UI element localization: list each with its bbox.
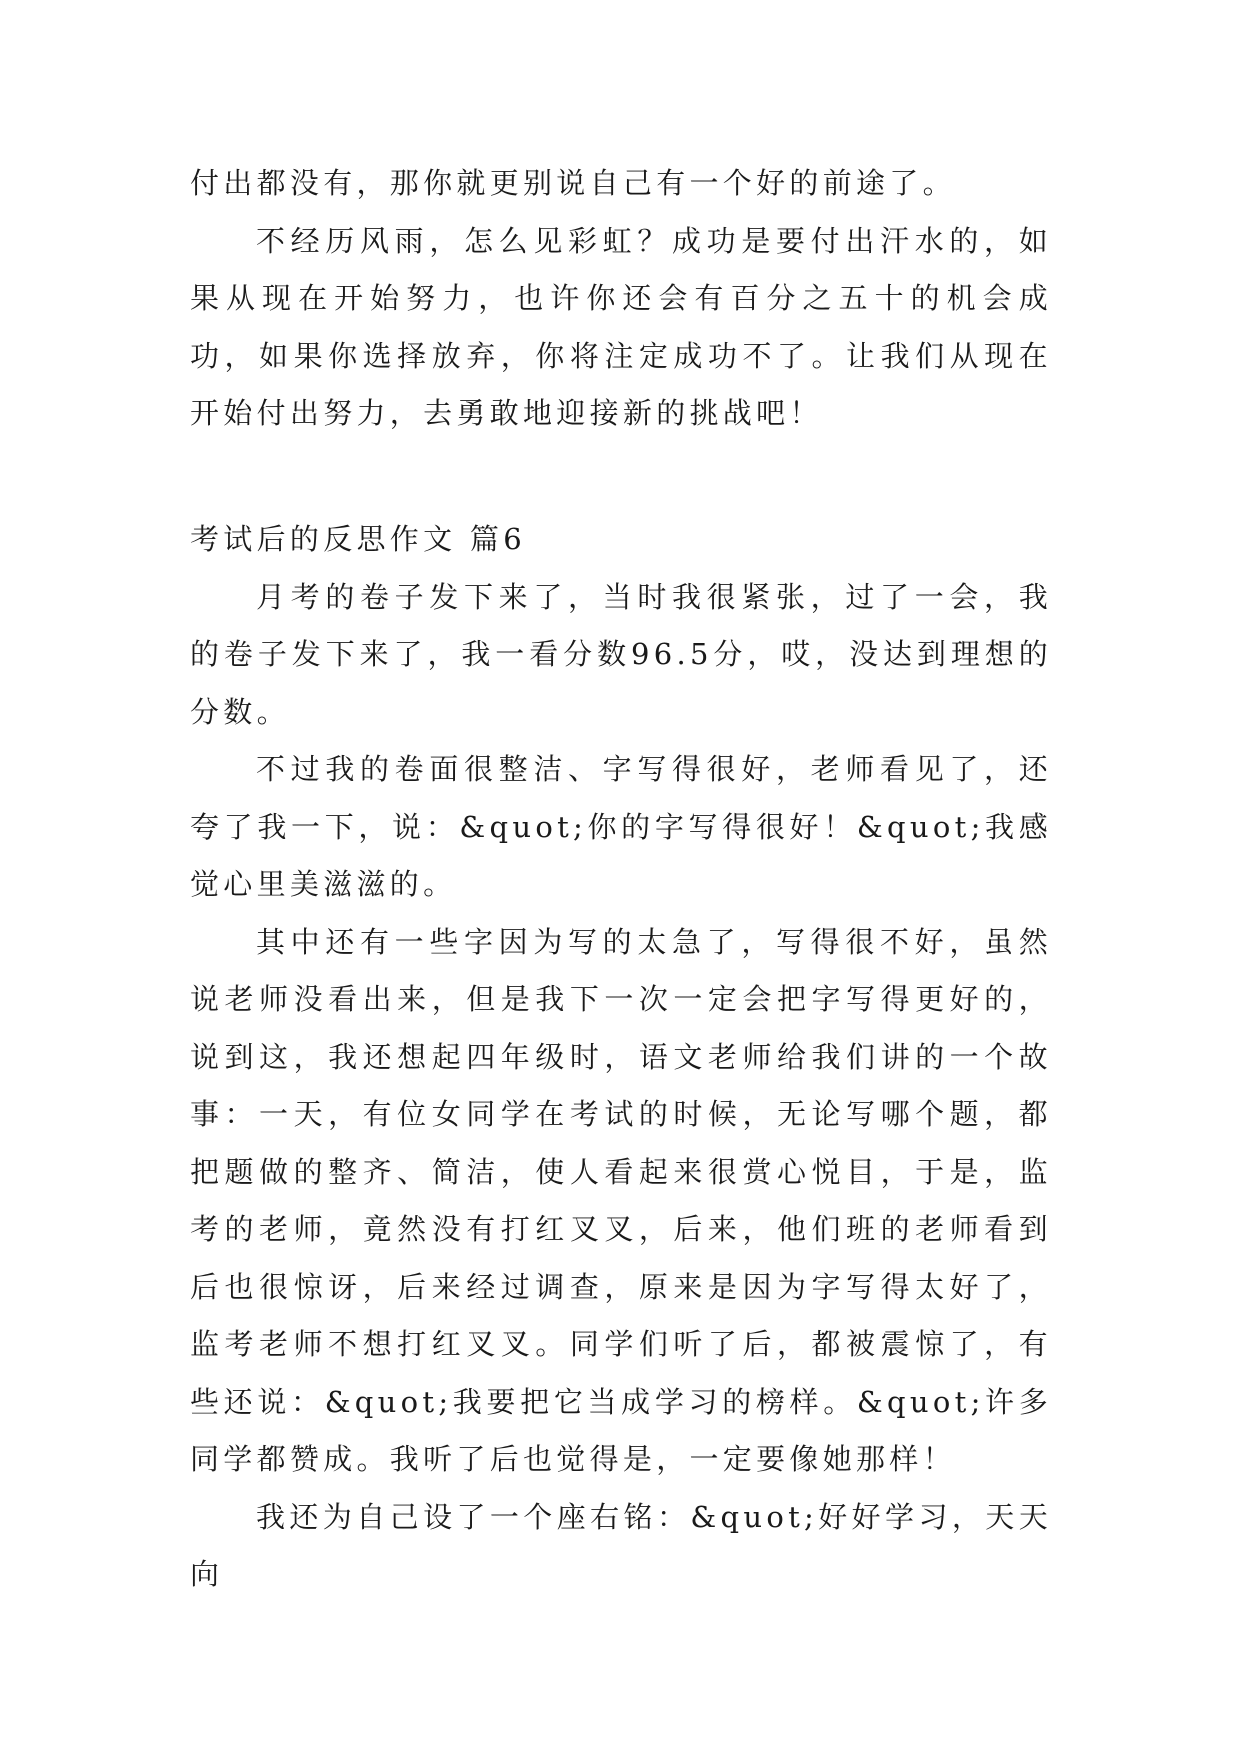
section-heading: 考试后的反思作文 篇6 [190, 522, 526, 556]
section-6 [190, 511, 1052, 1604]
top-section [190, 155, 1052, 443]
paragraph: 月考的卷子发下来了，当时我很紧张，过了一会，我的卷子发下来了，我一看分数96.5分，哎，没达到理想的分数。 [190, 579, 1052, 729]
paragraph: 付出都没有，那你就更别说自己有一个好的前途了。 [190, 166, 956, 200]
paragraph: 其中还有一些字因为写的太急了，写得很不好，虽然说老师没看出来，但是我下一次一定会把字写得更好的，说到这，我还想起四年级时，语文老师给我们讲的一个故事：一天，有位女同学在考试的时候，无论写哪个题，都把题做的整齐、简洁，使人看起来很赏心悦目，于是，监考的老师，竟然没有打红叉叉，后来，他们班的老师看到后也很惊讶，后来经过调查，原来是因为字写得太好了，监考老师不想打红叉叉。同学们听了后，都被震惊了，有些还说：&quot;我要把它当成学习的榜样。&quot;许多同学都赞成。我听了后也觉得是，一定要像她那样！ [190, 924, 1052, 1476]
paragraph: 不经历风雨，怎么见彩虹？成功是要付出汗水的，如果从现在开始努力，也许你还会有百分之五十的机会成功，如果你选择放弃，你将注定成功不了。让我们从现在开始付出努力，去勇敢地迎接新的挑战吧！ [190, 223, 1052, 430]
paragraph: 我还为自己设了一个座右铭：&quot;好好学习，天天向 [190, 1499, 1052, 1591]
paragraph: 不过我的卷面很整洁、字写得很好，老师看见了，还夸了我一下，说：&quot;你的字写得很好！&quot;我感觉心里美滋滋的。 [190, 752, 1052, 901]
